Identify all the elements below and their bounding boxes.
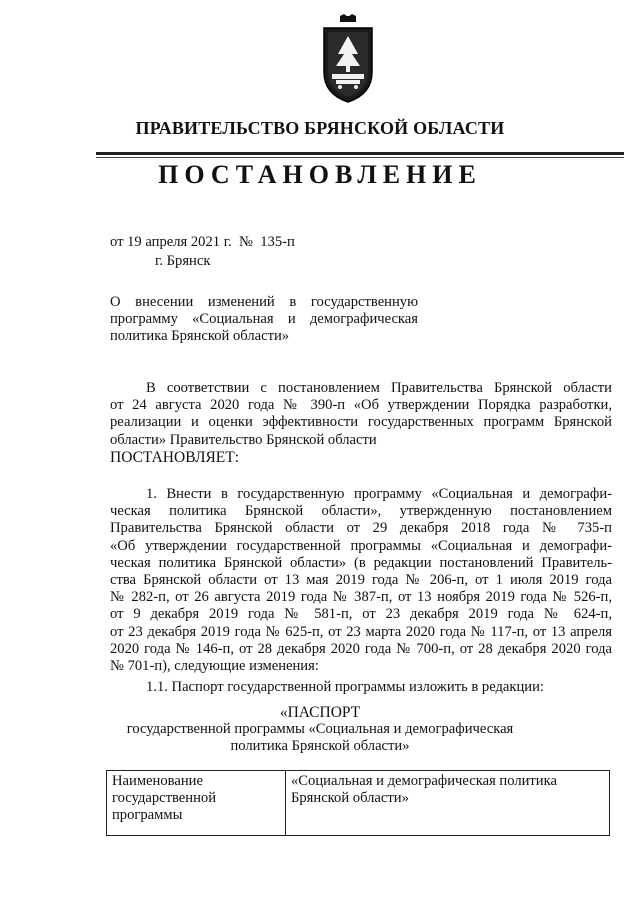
- preamble-paragraph: [110, 380, 612, 466]
- item-1-paragraph: [110, 486, 612, 675]
- item-1-line: от 23 декабря 2019 года № 625-п, от 23 марта 2020 года № 117-п, от 13 апреля: [110, 623, 612, 640]
- value-line: Брянской области»: [291, 790, 409, 807]
- table-row: [107, 771, 610, 836]
- item-1-line: ческая политика Брянской области» (в редакции постановлений Правитель-: [110, 554, 612, 571]
- passport-title: «ПАСПОРТ: [279, 704, 361, 721]
- subject-line: О внесении изменений в государственную: [110, 294, 418, 310]
- document-date-number: от 19 апреля 2021 г. № 135-п: [110, 234, 295, 250]
- subject-line: программу «Социальная и демографическая: [110, 311, 418, 328]
- label-line: государственной: [112, 790, 217, 807]
- item-1-line: № 282-п, от 26 августа 2019 года № 387-п, от 13 ноября 2019 года № 526-п,: [110, 589, 612, 606]
- item-1-line: № 701-п), следующие изменения:: [110, 658, 319, 675]
- preamble-line: от 24 августа 2020 года № 390-п «Об утверждении Порядка разработки,: [110, 397, 612, 414]
- item-1-1-line: 1.1. Паспорт государственной программы изложить в редакции:: [146, 679, 544, 695]
- preamble-line: области» Правительство Брянской области: [110, 431, 377, 448]
- item-1-line: ства Брянской области от 13 мая 2019 года № 206-п, от 1 июля 2019 года: [110, 572, 612, 589]
- passport-table: [106, 770, 610, 836]
- label-line: Наименование: [112, 773, 203, 789]
- passport-heading: [0, 704, 640, 756]
- passport-row-value: [286, 771, 610, 836]
- item-1-line: ческая политика Брянской области», утвержденную постановлением: [110, 503, 612, 520]
- document-type-title: ПОСТАНОВЛЕНИЕ: [158, 160, 482, 189]
- item-1-line: 2020 года № 146-п, от 28 декабря 2020 года № 700-п, от 28 декабря 2020 года: [110, 640, 612, 657]
- resolve-keyword: ПОСТАНОВЛЯЕТ:: [110, 448, 240, 466]
- document-subject: [110, 294, 418, 346]
- item-1-1-paragraph: [110, 679, 612, 696]
- organization-name: ПРАВИТЕЛЬСТВО БРЯНСКОЙ ОБЛАСТИ: [135, 118, 505, 138]
- coat-of-arms-icon: [318, 14, 378, 106]
- preamble-line: В соответствии с постановлением Правительства Брянской области: [146, 380, 612, 396]
- item-1-line: «Об утверждении государственной программы «Социальная и демографи-: [110, 537, 612, 554]
- passport-subtitle-line: политика Брянской области»: [230, 738, 410, 755]
- label-line: программы: [112, 807, 183, 824]
- value-line: «Социальная и демографическая политика: [291, 773, 557, 789]
- document-city: г. Брянск: [155, 253, 211, 269]
- header-rule-thin: [96, 157, 624, 158]
- passport-row-label: [107, 771, 286, 836]
- preamble-line: реализации и оценки эффективности государственных программ Брянской: [110, 414, 612, 431]
- item-1-line: 1. Внести в государственную программу «Социальная и демографи-: [146, 486, 612, 502]
- passport-subtitle-line: государственной программы «Социальная и демографическая: [126, 721, 514, 738]
- subject-line: политика Брянской области»: [110, 328, 290, 345]
- header-rule-thick: [96, 152, 624, 155]
- item-1-line: Правительства Брянской области от 29 декабря 2018 года № 735-п: [110, 520, 612, 537]
- item-1-line: от 9 декабря 2019 года № 581-п, от 23 декабря 2019 года № 624-п,: [110, 606, 612, 623]
